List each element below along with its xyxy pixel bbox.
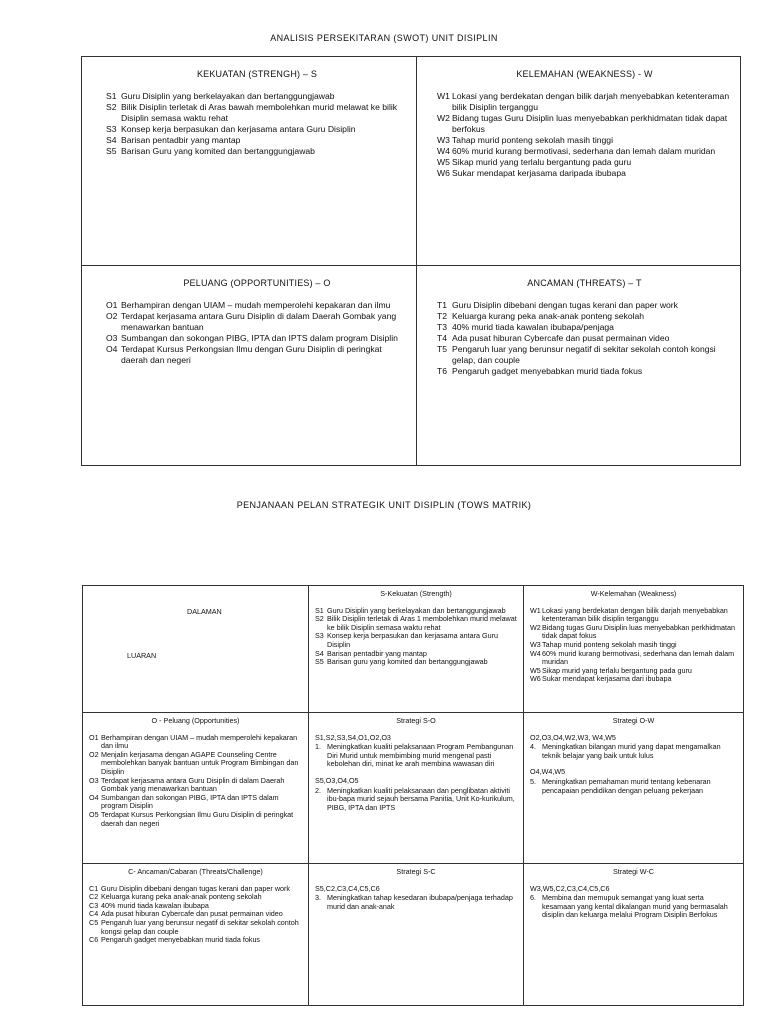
tows-o-cell [83,712,308,863]
strategy-wc-blocks [530,885,737,920]
list-item [106,146,408,157]
item-text: Bilik Disiplin terletak di Aras bawah membolehkan murid melawat ke bilik Disiplin semasa waktu rehat [121,102,398,123]
strategy-list [315,787,517,813]
item-code: 2. [315,785,321,795]
tows-w-list [530,607,737,684]
item-code: T2 [437,311,448,321]
list-item [315,787,517,813]
list-item [530,675,737,684]
item-text: Berhampiran dengan UIAM – mudah memperolehi kepakaran dan ilmu [121,300,391,310]
item-code: 4. [530,742,536,752]
item-code: O3 [106,333,118,343]
strategy-codes: O2,O3,O4,W2,W3, W4,W5 [530,732,616,742]
item-code: T5 [437,344,448,354]
item-text: Bilik Disiplin terletak di Aras 1 membolehkan murid melawat ke bilik Disiplin semasa waktu rehat [327,614,517,632]
item-code: S1 [315,605,324,615]
item-code: T1 [437,300,448,310]
strategy-wo-cell [523,712,743,863]
list-item [106,344,408,366]
item-text: Ada pusat hiburan Cybercafe dan pusat permainan video [452,333,670,343]
tows-w-cell [523,586,743,712]
list-item [437,366,732,377]
strategy-list [315,894,517,911]
item-code: W2 [530,622,541,632]
list-item [106,333,408,344]
item-code: C1 [89,883,99,893]
item-code: W4 [530,648,541,658]
strengths-cell [82,57,416,265]
item-text: Barisan Guru yang komited dan bertanggungjawab [121,146,315,156]
item-text: Barisan pentadbir yang mantap [121,135,241,145]
item-text: 60% murid kurang bermotivasi, sederhana dan lemah dalam muridan [452,146,716,156]
luaran-label: LUARAN [127,651,157,660]
item-text: Sikap murid yang terlalu bergantung pada guru [542,665,692,675]
list-item [315,894,517,911]
list-item [106,102,408,124]
item-text: Guru Disiplin dibebani dengan tugas kerani dan paper work [101,883,290,893]
item-code: 6. [530,893,536,903]
item-text: Keluarga kurang peka anak-anak ponteng sekolah [101,892,262,902]
list-item [437,322,732,333]
item-text: 40% murid tiada kawalan ibubapa/penjaga [452,322,614,332]
item-text: Sukar mendapat kerjasama daripada ibubapa [452,168,626,178]
item-text: 60% murid kurang bermotivasi, sederhana dan lemah dalam muridan [542,648,735,667]
item-code: C2 [89,892,99,902]
item-text: Ada pusat hiburan Cybercafe dan pusat permainan video [101,909,283,919]
list-item [437,344,732,366]
strategy-wo-blocks [530,734,737,796]
item-code: T3 [437,322,448,332]
tows-s-list [315,607,517,667]
list-item [89,811,302,828]
item-text: Barisan guru yang komited dan bertanggungjawab [327,657,488,667]
item-code: W6 [437,168,450,178]
list-item [89,936,302,945]
item-code: W6 [530,674,541,684]
strategy-codes: S5,C2,C3,C4,C5,C6 [315,883,380,893]
item-text: Meningkatkan kualiti pelaksanaan dan penglibatan aktiviti ibu-bapa murid sejauh bersama Panitia, Unit Ko-kurikulum, PIBG, IPTA dan IPTS [327,785,515,812]
opportunities-cell [82,265,416,465]
strategy-wo-heading: Strategi O-W [612,716,655,725]
strategy-so-blocks [315,734,517,813]
item-code: W3 [437,135,450,145]
item-text: Guru Disiplin yang berkelayakan dan bertanggungjawab [121,91,335,101]
item-code: S4 [106,135,117,145]
list-item [106,300,408,311]
threats-cell [416,265,740,465]
list-item [315,743,517,769]
list-item [530,607,737,624]
list-item [106,135,408,146]
item-code: T4 [437,333,448,343]
item-code: W1 [437,91,450,101]
item-text: Pengaruh gadget menyebabkan murid tiada fokus [452,366,643,376]
tows-title: PENJANAAN PELAN STRATEGIK UNIT DISIPLIN (TOWS MATRIK) [236,500,532,510]
item-text: Meningkatkan kualiti pelaksanaan Program Pembangunan Diri Murid untuk membimbing murid mengenal pasti kebolehan diri, minat ke arah membina wawasan diri [327,742,514,769]
list-item [437,157,732,168]
list-item [530,650,737,667]
item-code: O2 [106,311,118,321]
tows-c-list [89,885,302,945]
strategy-sc-heading: Strategi S-C [396,867,436,876]
item-code: W1 [530,605,541,615]
strategy-list [530,743,737,760]
tows-s-heading: S-Kekuatan (Strength) [380,589,452,598]
item-text: Keluarga kurang peka anak-anak ponteng sekolah [452,311,645,321]
list-item [315,615,517,632]
list-item [437,91,732,113]
threats-list [437,300,732,377]
item-text: Bidang tugas Guru Disiplin luas menyebabkan perkhidmatan tidak dapat berfokus [452,113,728,134]
item-code: 3. [315,893,321,903]
threats-heading: ANCAMAN (THREATS) – T [527,278,642,288]
item-code: W5 [437,157,450,167]
strategy-sc-cell [308,863,523,1005]
strategy-wc-cell [523,863,743,1005]
item-code: C6 [89,935,99,945]
tows-s-cell [308,586,523,712]
item-code: O2 [89,749,99,759]
item-text: Konsep kerja berpasukan dan kerjasama antara Guru Disiplin [327,631,499,649]
list-item [106,311,408,333]
item-text: Terdapat kerjasama antara Guru Disiplin di dalam Daerah Gombak yang menawarkan bantuan [121,311,397,332]
item-code: C5 [89,917,99,927]
strengths-heading: KEKUATAN (STRENGH) – S [196,69,318,79]
list-item [437,333,732,344]
item-code: O3 [89,775,99,785]
item-code: C4 [89,909,99,919]
item-code: S5 [315,657,324,667]
item-code: S1 [106,91,117,101]
item-code: S4 [315,648,324,658]
item-code: W4 [437,146,450,156]
item-code: S3 [106,124,117,134]
item-text: Sikap murid yang terlalu bergantung pada guru [452,157,632,167]
list-item [437,311,732,322]
item-text: Berhampiran dengan UIAM – mudah memperolehi kepakaran dan ilmu [101,732,298,751]
tows-c-heading: C- Ancaman/Cabaran (Threats/Challenge) [128,867,263,876]
item-code: S2 [315,614,324,624]
item-text: Guru Disiplin yang berkelayakan dan bertanggungjawab [327,605,506,615]
strategy-codes: S5,O3,O4,O5 [315,775,359,785]
list-item [437,300,732,311]
swot-table [81,56,741,466]
item-text: Membina dan memupuk semangat yang kuat serta kesamaan yang kental dikalangan murid yang bermasalah disiplin dan keluarga melalui Program Disiplin Berfokus [542,893,728,920]
list-item [437,146,732,157]
item-code: 1. [315,742,321,752]
strategy-list [315,743,517,769]
item-text: 40% murid tiada kawalan ibubapa [101,900,209,910]
item-text: Pengaruh gadget menyebabkan murid tiada fokus [101,935,261,945]
corner-cell [83,586,308,712]
list-item [530,624,737,641]
opportunities-list [106,300,408,366]
tows-matrix [82,585,744,1006]
list-item [437,113,732,135]
strengths-list [106,91,408,157]
strategy-codes: O4,W4,W5 [530,767,566,777]
item-code: W5 [530,665,541,675]
tows-c-cell [83,863,308,1005]
list-item [530,778,737,795]
strategy-so-heading: Strategi S-O [396,716,436,725]
item-text: Konsep kerja berpasukan dan kerjasama antara Guru Disiplin [121,124,356,134]
list-item [89,794,302,811]
item-code: O5 [89,809,99,819]
weaknesses-heading: KELEMAHAN (WEAKNESS) - W [516,69,653,79]
list-item [315,658,517,667]
item-text: Guru Disiplin dibebani dengan tugas kerani dan paper work [452,300,678,310]
tows-o-list [89,734,302,829]
item-text: Terdapat Kursus Perkongsian Ilmu dengan Guru Disiplin di peringkat daerah dan negeri [121,344,382,365]
strategy-codes: W3,W5,C2,C3,C4,C5,C6 [530,883,610,893]
item-code: O4 [89,792,99,802]
item-text: Lokasi yang berdekatan dengan bilik darjah menyebabkan ketenteraman bilik disiplin terganggu [542,605,728,624]
item-text: Bidang tugas Guru Disiplin luas menyebabkan perkhidmatan tidak dapat fokus [542,622,735,641]
list-item [437,135,732,146]
item-text: Tahap murid ponteng sekolah masih tinggi [452,135,613,145]
item-text: Meningkatkan pemahaman murid tentang kebenaran pencapaian pendidikan dengan peluang pekerjaan [542,776,711,795]
item-code: 5. [530,776,536,786]
item-code: W3 [530,639,541,649]
item-code: W2 [437,113,450,123]
item-code: O4 [106,344,118,354]
item-text: Sumbangan dan sokongan PIBG, IPTA dan IPTS dalam program Disiplin [121,333,398,343]
dalam-label: DALAMAN [187,607,222,616]
strategy-so-cell [308,712,523,863]
item-code: C3 [89,900,99,910]
list-item [89,777,302,794]
list-item [106,91,408,102]
item-text: Pengaruh luar yang berunsur negatif di sekitar sekolah contoh kongsi gelap dan couple [101,917,299,936]
item-code: S2 [106,102,117,112]
item-code: O1 [89,732,99,742]
list-item [530,894,737,920]
item-code: T6 [437,366,448,376]
weaknesses-cell [416,57,740,265]
item-text: Menjalin kerjasama dengan AGAPE Counseling Centre membolehkan banyak bantuan untuk Program Bimbingan dan Disiplin [101,749,299,776]
tows-o-heading: O - Peluang (Opportunities) [151,716,240,725]
tows-w-heading: W-Kelemahan (Weakness) [590,589,677,598]
swot-title: ANALISIS PERSEKITARAN (SWOT) UNIT DISIPLIN [270,33,498,43]
strategy-wc-heading: Strategi W-C [612,867,654,876]
item-text: Sukar mendapat kerjasama dari ibubapa [542,674,672,684]
weaknesses-list [437,91,732,179]
item-code: O1 [106,300,118,310]
strategy-sc-blocks [315,885,517,912]
list-item [89,734,302,751]
item-text: Terdapat Kursus Perkongsian Ilmu Guru Disiplin di peringkat daerah dan negeri [101,809,294,828]
list-item [530,743,737,760]
item-text: Tahap murid ponteng sekolah masih tinggi [542,639,677,649]
list-item [89,919,302,936]
strategy-list [530,894,737,920]
list-item [106,124,408,135]
opportunities-heading: PELUANG (OPPORTUNITIES) – O [183,278,331,288]
strategy-list [530,778,737,795]
list-item [437,168,732,179]
strategy-codes: S1,S2,S3,S4,O1,O2,O3 [315,732,391,742]
item-text: Pengaruh luar yang berunsur negatif di sekitar sekolah contoh kongsi gelap, dan couple [452,344,716,365]
item-text: Terdapat kerjasama antara Guru Disiplin di dalam Daerah Gombak yang menawarkan bantuan [101,775,285,794]
item-text: Meningkatkan bilangan murid yang dapat mengamalkan teknik belajar yang baik untuk lulus [542,742,721,760]
list-item [315,632,517,649]
item-text: Lokasi yang berdekatan dengan bilik darjah menyebabkan ketenteraman bilik Disiplin terganggu [452,91,730,112]
item-text: Sumbangan dan sokongan PIBG, IPTA dan IPTS dalam program Disiplin [101,792,279,811]
item-text: Barisan pentadbir yang mantap [327,648,427,658]
item-code: S5 [106,146,117,156]
list-item [89,751,302,777]
item-code: S3 [315,631,324,641]
item-text: Meningkatkan tahap kesedaran ibubapa/penjaga terhadap murid dan anak-anak [327,893,513,911]
